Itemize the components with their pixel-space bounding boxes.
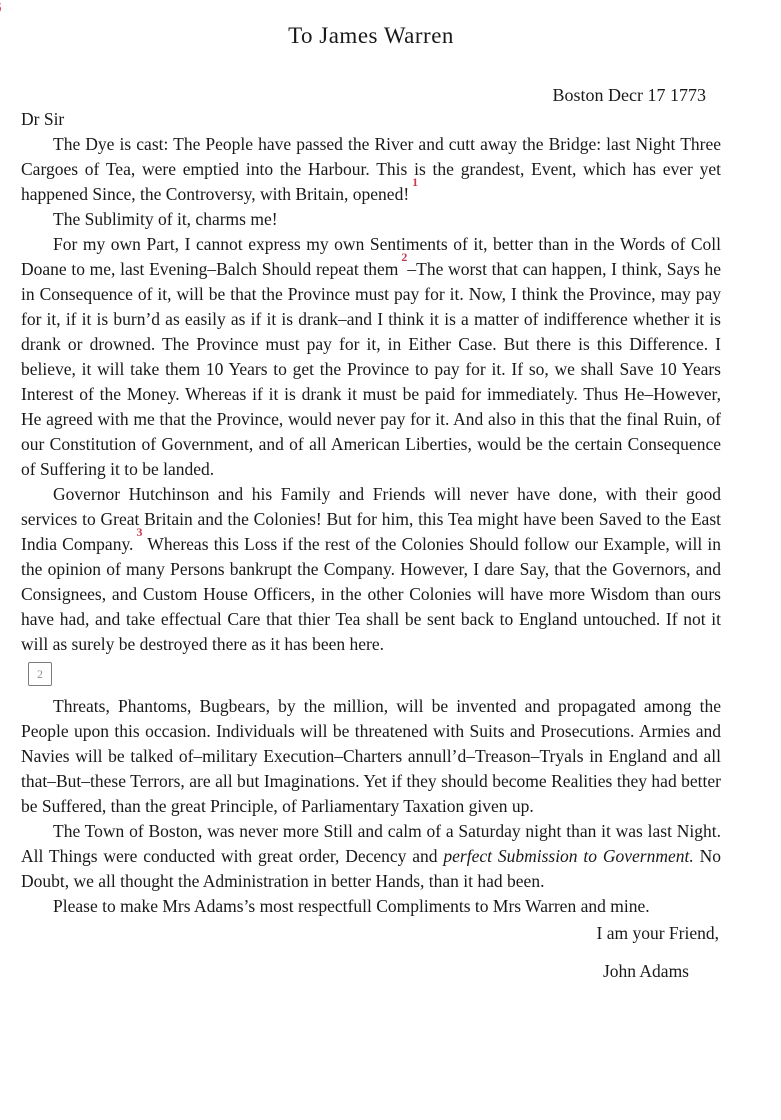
clipped-margin-footnote <box>0 0 2 17</box>
paragraph-4-text-before: Governor Hutchinson and his Family and Friends will never have done, with their good services to Great Britain and the Colonies! But for him, this Tea might have been Saved to the East India Company. <box>21 484 721 554</box>
paragraph-7: Please to make Mrs Adams’s most respectfull Compliments to Mrs Warren and mine. <box>53 896 650 916</box>
paragraph-3-text-after: –The worst that can happen, I think, Says he in Consequence of it, will be that the Province must pay for it. Now, I think the Province, may pay for it, if it is burn’d as easily as if it is drank–and I think it is a matter of indifference whether it is drank or drowned. The Province must pay for it, in Either Case. But there is this Difference. I believe, it will take them 10 Years to get the Province to pay for it. If so, we shall Save 10 Years Interest of the Money. Whereas if it is drank it must be paid for immediately. Thus He–However, He agreed with me that the Province, would never pay for it. And also in this that the final Ruin, of our Constitution of Government, and of all American Liberties, would be the certain Consequence of Suffering it to be landed. <box>21 259 721 479</box>
paragraph-2: The Sublimity of it, charms me! <box>53 209 278 229</box>
paragraph-1: The Dye is cast: The People have passed the River and cutt away the Bridge: last Night Three Cargoes of Tea, were emptied into the Harbour. This is the grandest, Event, which has ever yet happened Since, the Controversy, with Britain, opened!$^1$ <box>21 134 721 204</box>
paragraph-5: Threats, Phantoms, Bugbears, by the million, will be invented and propagated among the People upon this occasion. Individuals will be threatened with Suits and Prosecutions. Armies and Navies will be talked of–military Execution–Charters annull’d–Treason–Tryals in England and all that–But–these Terrors, are all but Imaginations. Yet if they should become Realities they had better be Suffered, than the great Principle, of Parliamentary Taxation given up. <box>21 696 721 816</box>
paragraph-6-text-before: The Town of Boston, was never more Still and calm of a Saturday night than it was last Night. All Things were conducted with great order, Decency and <box>21 821 721 866</box>
paragraph-1-text: The Dye is cast: The People have passed the River and cutt away the Bridge: last Night Three Cargoes of Tea, were emptied into the Harbour. This is the grandest, Event, which has ever yet happened Since, the Controversy, with Britain, opened! <box>21 134 721 204</box>
paragraph-4: Governor Hutchinson and his Family and Friends will never have done, with their good services to Great Britain and the Colonies! But for him, this Tea might have been Saved to the East India Company.$^3$ Whereas this Loss if the rest of the Colonies Should follow our Example, will in the opinion of many Persons bankrupt the Company. However, I dare Say, that the Governors, and Consignees, and Custom House Officers, in the other Colonies will have more Wisdom than ours have had, and take effectual Care that thier Tea shall be sent back to England untouched. If not it will as surely be destroyed there as it has been here. <box>21 484 721 654</box>
page-number: 2 <box>37 666 43 681</box>
paragraph-3-text-before: For my own Part, I cannot express my own Sentiments of it, better than in the Words of Coll Doane to me, last Evening–Balch Should repeat them <box>21 234 721 279</box>
paragraph-6-text-after: No Doubt, we all thought the Administration in better Hands, than it had been. <box>21 846 721 891</box>
letter-title: To James Warren <box>288 23 454 48</box>
page-break-marker <box>28 662 52 686</box>
paragraph-6-italic-phrase: perfect Submission to Government. <box>443 846 694 866</box>
signature: John Adams <box>602 961 689 981</box>
paragraph-6 <box>21 819 721 894</box>
dateline: Boston Decr 17 1773 <box>552 85 706 105</box>
paragraph-3: For my own Part, I cannot express my own Sentiments of it, better than in the Words of Coll Doane to me, last Evening–Balch Should repeat them$^2$–The worst that can happen, I think, Says he in Consequence of it, will be that the Province must pay for it. Now, I think the Province, may pay for it, if it is burn’d as easily as if it is drank–and I think it is a matter of indifference whether it is drank or drowned. The Province must pay for it, in Either Case. But there is this Difference. I believe, it will take them 10 Years to get the Province to pay for it. If so, we shall Save 10 Years Interest of the Money. Whereas if it is drank it must be paid for immediately. Thus He–However, He agreed with me that the Province, would never pay for it. And also in this that the final Ruin, of our Constitution of Government, and of all American Liberties, would be the certain Consequence of Suffering it to be landed. <box>21 234 721 479</box>
closing-line: I am your Friend, <box>596 923 719 943</box>
paragraph-4-text-after: Whereas this Loss if the rest of the Colonies Should follow our Example, will in the opinion of many Persons bankrupt the Company. However, I dare Say, that the Governors, and Consignees, and Custom House Officers, in the other Colonies will have more Wisdom than ours have had, and take effectual Care that thier Tea shall be sent back to England untouched. If not it will as surely be destroyed there as it has been here. <box>21 534 721 654</box>
salutation: Dr Sir <box>21 109 65 129</box>
